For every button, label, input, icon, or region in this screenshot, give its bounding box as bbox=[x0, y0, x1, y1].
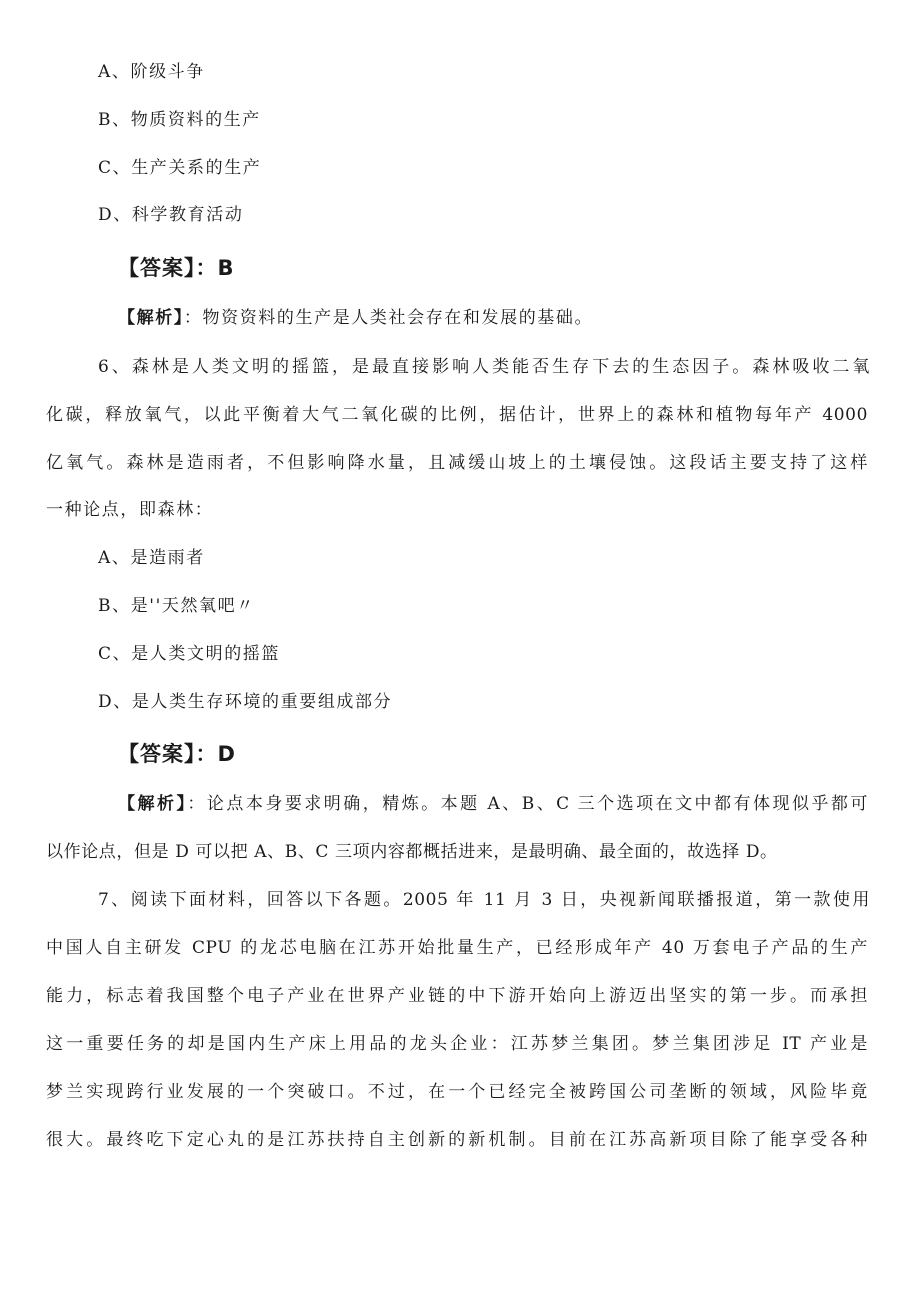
q7-stem-line-5: 梦兰实现跨行业发展的一个突破口。不过，在一个已经完全被跨国公司垄断的领域，风险毕竟 bbox=[46, 1082, 868, 1102]
q6-stem-line-1: 6、森林是人类文明的摇篮，是最直接影响人类能否生存下去的生态因子。森林吸收二氧 bbox=[98, 357, 870, 377]
q7-stem-line-1: 7、阅读下面材料，回答以下各题。2005 年 11 月 3 日，央视新闻联播报道，第一款使用 bbox=[98, 890, 870, 910]
q5-answer bbox=[118, 254, 235, 282]
q6-option-d: D、是人类生存环境的重要组成部分 bbox=[98, 692, 393, 712]
q6-analysis-line-1 bbox=[118, 792, 868, 816]
q6-option-c: C、是人类文明的摇篮 bbox=[98, 644, 281, 664]
q5-option-c: C、生产关系的生产 bbox=[98, 158, 262, 178]
q6-stem-line-2: 化碳，释放氧气，以此平衡着大气二氧化碳的比例，据估计，世界上的森林和植物每年产 4000 bbox=[46, 405, 868, 425]
q6-stem-line-4: 一种论点，即森林： bbox=[46, 500, 214, 520]
q7-stem-line-4: 这一重要任务的却是国内生产床上用品的龙头企业：江苏梦兰集团。梦兰集团涉足 IT 产业是 bbox=[46, 1034, 868, 1054]
q6-answer-value: ：D bbox=[195, 742, 236, 766]
q6-answer-label: 【答案】 bbox=[118, 742, 196, 766]
q6-option-a: A、是造雨者 bbox=[98, 548, 205, 568]
q5-option-b: B、物质资料的生产 bbox=[98, 110, 261, 130]
q6-answer bbox=[118, 740, 236, 768]
q6-stem-line-3: 亿氧气。森林是造雨者，不但影响降水量，且减缓山坡上的土壤侵蚀。这段话主要支持了这样 bbox=[46, 453, 868, 473]
q5-answer-value: ：B bbox=[195, 256, 235, 280]
q5-option-a: A、阶级斗争 bbox=[98, 62, 205, 82]
q7-stem-line-3: 能力，标志着我国整个电子产业在世界产业链的中下游开始向上游迈出坚实的第一步。而承担 bbox=[46, 986, 868, 1006]
q5-option-d: D、科学教育活动 bbox=[98, 205, 244, 225]
q6-analysis-label: 【解析】 bbox=[118, 794, 188, 814]
q6-analysis-line-2: 以作论点，但是 D 可以把 A、B、C 三项内容都概括进来，是最明确、最全面的，故选择 D。 bbox=[46, 842, 778, 862]
q6-option-b: B、是''天然氧吧〃 bbox=[98, 596, 255, 616]
q5-analysis-text: ：物资资料的生产是人类社会存在和发展的基础。 bbox=[183, 308, 594, 328]
q5-answer-label: 【答案】 bbox=[118, 256, 196, 280]
q7-stem-line-6: 很大。最终吃下定心丸的是江苏扶持自主创新的新机制。目前在江苏高新项目除了能享受各种 bbox=[46, 1130, 868, 1150]
q6-analysis-text-1: ：论点本身要求明确，精炼。本题 A、B、C 三个选项在文中都有体现似乎都可 bbox=[187, 794, 868, 814]
q7-stem-line-2: 中国人自主研发 CPU 的龙芯电脑在江苏开始批量生产，已经形成年产 40 万套电子产品的生产 bbox=[46, 938, 868, 958]
q5-analysis bbox=[118, 306, 593, 330]
q5-analysis-label: 【解析】 bbox=[118, 308, 184, 328]
